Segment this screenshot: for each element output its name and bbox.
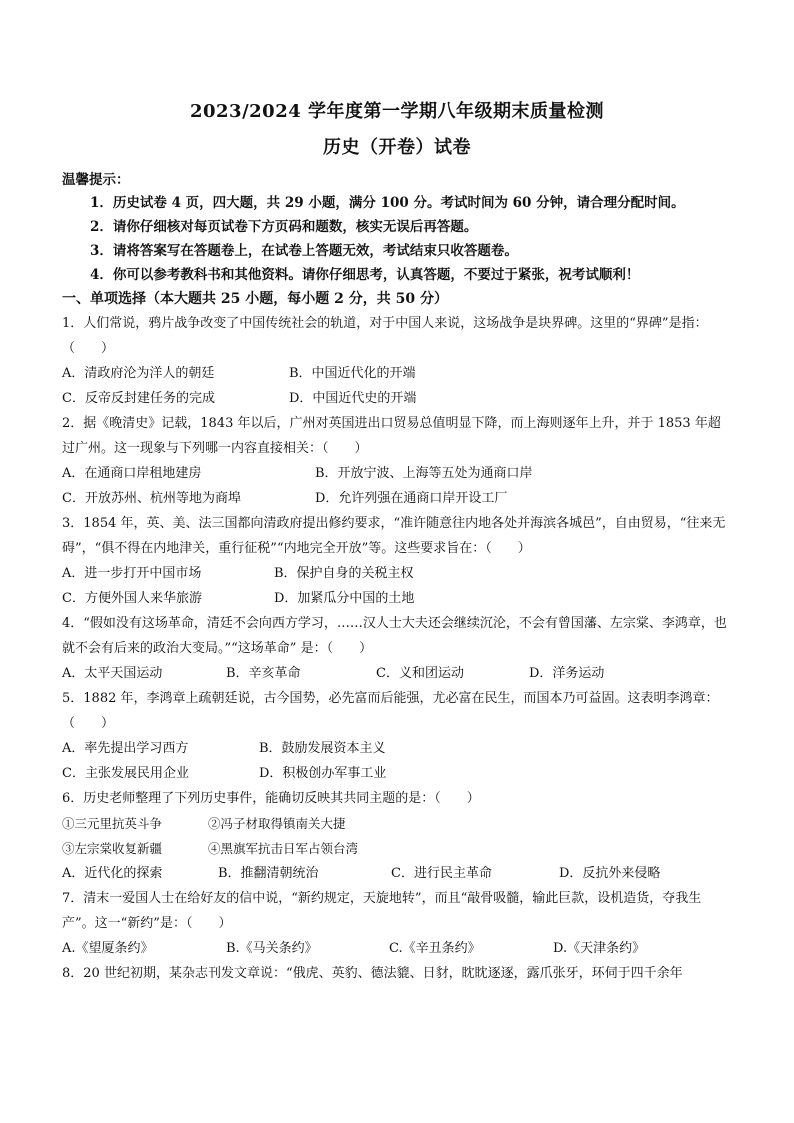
option-b: B．推翻清朝统治: [218, 866, 319, 881]
option-c: C.《辛丑条约》: [389, 941, 481, 956]
option-a: A．近代化的探索: [62, 866, 163, 881]
tip-item: 2．请你仔细核对每页试卷下方页码和题数，核实无误后再答题。: [90, 219, 478, 235]
option-a: A．在通商口岸租地建房: [62, 466, 202, 481]
tip-item: 3．请将答案写在答题卷上，在试卷上答题无效，考试结束只收答题卷。: [90, 243, 518, 259]
option-d: D．中国近代史的开端: [289, 391, 417, 406]
exam-subtitle: 历史（开卷）试卷: [323, 137, 471, 158]
option-d: D.《天津条约》: [553, 941, 646, 956]
events-row: [62, 811, 732, 836]
options-row: [62, 936, 732, 961]
option-c: C．反帝反封建任务的完成: [62, 391, 215, 406]
options-row: [62, 386, 732, 411]
exam-page: [62, 100, 732, 986]
exam-title: 2023/2024 学年度第一学期八年级期末质量检测: [189, 101, 605, 122]
event-item: ④黑旗军抗击日军占领台湾: [208, 841, 359, 856]
options-row: [62, 861, 732, 886]
tip-item: 4．你可以参考教科书和其他资料。请你仔细思考，认真答题，不要过于紧张，祝考试顺利！: [90, 267, 640, 283]
option-b: B.《马关条约》: [226, 941, 318, 956]
option-a: A．清政府沦为洋人的朝廷: [62, 366, 215, 381]
option-b: B．鼓励发展资本主义: [259, 741, 386, 756]
event-item: ①三元里抗英斗争: [62, 816, 163, 831]
option-a: A.《望厦条约》: [62, 941, 154, 956]
option-a: A．进一步打开中国市场: [62, 566, 202, 581]
events-row: [62, 836, 732, 861]
options-row: [62, 461, 732, 486]
event-item: ③左宗棠收复新疆: [62, 841, 163, 856]
question-stem: 4．“假如没有这场革命，清廷不会向西方学习，……汉人士大夫还会继续沉沦，不会有曾国藩、左宗棠、李鸿章，也就不会有后来的政治大变局。”“这场革命” 是：（ ）: [62, 616, 727, 656]
question-stem: 3．1854 年，英、美、法三国都向清政府提出修约要求，“准许随意往内地各处并海滨各城邑”，自由贸易，“往来无碍”，“俱不得在内地津关，重行征税”“内地完全开放”等。这些要求旨在：（ ）: [62, 516, 726, 556]
options-row: [62, 736, 732, 761]
option-d: D．洋务运动: [529, 666, 605, 681]
option-b: B．辛亥革命: [226, 666, 301, 681]
option-d: D．反抗外来侵略: [559, 866, 661, 881]
option-b: B．保护自身的关税主权: [274, 566, 414, 581]
option-d: D．积极创办军事工业: [259, 766, 387, 781]
option-b: B．中国近代化的开端: [289, 366, 416, 381]
option-c: C．主张发展民用企业: [62, 766, 189, 781]
options-row: [62, 486, 732, 511]
tips-heading: 温馨提示：: [62, 172, 130, 188]
section-heading: 一、单项选择（本大题共 25 小题，每小题 2 分，共 50 分）: [62, 291, 448, 307]
question-stem: 2．据《晚清史》记载，1843 年以后，广州对英国进出口贸易总值明显下降，而上海则逐年上升，并于 1853 年超过广州。这一现象与下列哪一内容直接相关：（ ）: [62, 416, 721, 456]
option-d: D．加紧瓜分中国的土地: [274, 591, 415, 606]
option-a: A．太平天国运动: [62, 666, 163, 681]
options-row: [62, 361, 732, 386]
options-row: [62, 561, 732, 586]
option-c: C．方便外国人来华旅游: [62, 591, 202, 606]
question-stem: 8．20 世纪初期，某杂志刊发文章说：“俄虎、英豹、德法貔、日豺，眈眈逐逐，露爪张牙，环伺于四千余年: [62, 966, 683, 981]
question-stem: 5．1882 年，李鸿章上疏朝廷说，古今国势，必先富而后能强，尤必富在民生，而国本乃可益固。这表明李鸿章：（ ）: [62, 691, 719, 731]
event-item: ②冯子材取得镇南关大捷: [208, 816, 346, 831]
question-stem: 6．历史老师整理了下列历史事件，能确切反映其共同主题的是：（ ）: [62, 791, 480, 806]
option-c: C．开放苏州、杭州等地为商埠: [62, 491, 241, 506]
question-stem: 1．人们常说，鸦片战争改变了中国传统社会的轨道，对于中国人来说，这场战争是块界碑。这里的“界碑”是指：（ ）: [62, 316, 708, 356]
option-d: D．允许列强在通商口岸开设工厂: [315, 491, 508, 506]
options-row: [62, 586, 732, 611]
options-row: [62, 661, 732, 686]
option-c: C．义和团运动: [376, 666, 464, 681]
option-c: C．进行民主革命: [391, 866, 492, 881]
question-stem: 7．清末一爱国人士在给好友的信中说，“新约规定，天旋地转”，而且“敲骨吸髓，输此巨款，设机造货，夺我生产”。这一“新约”是：（ ）: [62, 891, 702, 931]
option-a: A．率先提出学习西方: [62, 741, 189, 756]
options-row: [62, 761, 732, 786]
option-b: B．开放宁波、上海等五处为通商口岸: [315, 466, 533, 481]
tip-item: 1．历史试卷 4 页，四大题，共 29 小题，满分 100 分。考试时间为 60 分钟，请合理分配时间。: [90, 195, 685, 211]
